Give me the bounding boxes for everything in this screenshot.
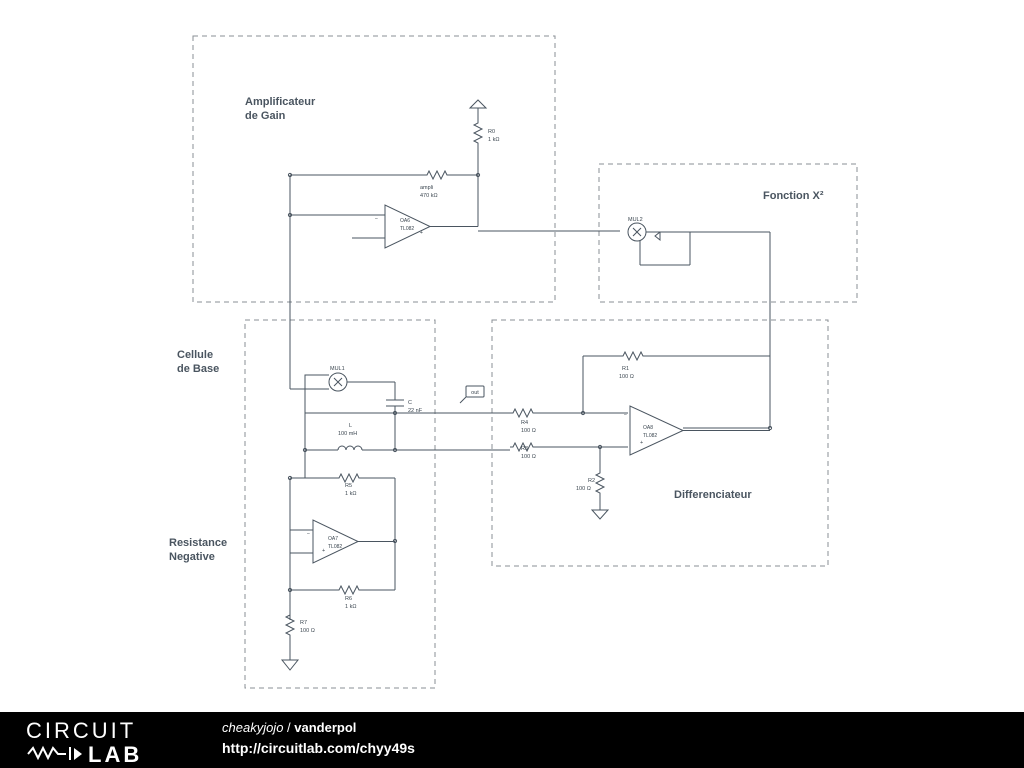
opamp-oa6-value: TL082 — [400, 226, 415, 232]
project-name: vanderpol — [294, 720, 357, 735]
resistor-r1-value: 100 Ω — [619, 374, 634, 380]
resistor-r3-ref: R3 — [521, 446, 529, 452]
opamp-oa6-plus: + — [419, 230, 423, 236]
opamp-oa8-value: TL082 — [643, 433, 658, 439]
resistor-ampli-ref: ampli — [420, 185, 434, 191]
multiplier-mul1-ref: MUL1 — [330, 366, 345, 372]
resistor-r5-value: 1 kΩ — [345, 491, 357, 497]
circuitlab-logo — [26, 718, 191, 767]
resistor-ampli — [290, 171, 478, 200]
amplificateur-label-line2: de Gain — [245, 110, 286, 122]
resistor-r7-value: 100 Ω — [300, 628, 315, 634]
multiplier-mul1 — [322, 373, 395, 391]
opamp-oa6-minus: − — [374, 216, 378, 222]
fonction-x2-label: Fonction X² — [763, 190, 824, 202]
resistor-r2-ref: R2 — [588, 478, 596, 484]
resistor-r7-ref: R7 — [300, 620, 308, 626]
opamp-oa7 — [290, 520, 395, 563]
resistor-r0 — [470, 100, 486, 175]
logo-word-circuit: CIRCUIT — [26, 718, 137, 743]
opamp-oa8-minus: − — [623, 412, 627, 418]
credit-separator: / — [283, 720, 295, 735]
resistor-r4 — [510, 409, 628, 417]
resistor-r0-value: 1 kΩ — [488, 137, 500, 143]
resistor-r1 — [583, 352, 770, 413]
cellule-de-base-label-line1: Cellule — [177, 349, 214, 361]
resistor-r7 — [282, 590, 298, 670]
resistor-r6-ref: R6 — [345, 596, 353, 602]
resistance-negative-label-line1: Resistance — [169, 537, 228, 549]
group-box-amplificateur — [193, 36, 555, 302]
capacitor-c-ref: C — [408, 400, 412, 406]
resistor-r1-ref: R1 — [622, 366, 630, 372]
differenciateur-label: Differenciateur — [674, 489, 752, 501]
capacitor-c — [386, 382, 404, 437]
group-box-differenciateur — [492, 320, 828, 566]
logo-word-lab: LAB — [88, 742, 143, 767]
opamp-oa7-value: TL082 — [328, 544, 343, 550]
opamp-oa7-minus: − — [306, 531, 310, 537]
node-label-out-text: out — [471, 390, 479, 396]
inductor-l-value: 100 mH — [338, 431, 358, 437]
resistor-r4-value: 100 Ω — [521, 428, 536, 434]
opamp-oa6-ref: OA6 — [400, 218, 411, 224]
resistance-negative-label-line2: Negative — [169, 551, 215, 563]
resistor-r2-value: 100 Ω — [576, 486, 591, 492]
opamp-oa7-ref: OA7 — [328, 536, 339, 542]
node-label-out — [460, 386, 484, 403]
resistor-ampli-value: 470 kΩ — [420, 193, 438, 199]
multiplier-mul2 — [628, 223, 770, 265]
resistor-r6-value: 1 kΩ — [345, 604, 357, 610]
opamp-oa8-ref: OA8 — [643, 425, 654, 431]
opamp-oa7-plus: + — [322, 548, 326, 554]
amplificateur-label-line1: Amplificateur — [245, 96, 316, 108]
project-url[interactable]: http://circuitlab.com/chyy49s — [222, 740, 415, 756]
resistor-r4-ref: R4 — [521, 420, 529, 426]
cellule-de-base-label-line2: de Base — [177, 363, 220, 375]
project-credit — [222, 720, 356, 735]
multiplier-mul2-ref: MUL2 — [628, 217, 643, 223]
inductor-l-ref: L — [349, 423, 353, 429]
resistor-r3-value: 100 Ω — [521, 454, 536, 460]
wire-mul1-feedback — [305, 375, 395, 413]
logo-waveform-icon — [26, 744, 86, 760]
footer-bar — [0, 712, 1024, 768]
opamp-oa6 — [290, 200, 478, 248]
capacitor-c-value: 22 nF — [408, 408, 423, 414]
resistor-r0-ref: R0 — [488, 129, 496, 135]
resistor-r5-ref: R5 — [345, 483, 353, 489]
opamp-oa8-plus: + — [640, 440, 644, 446]
author-name: cheakyjojo — [222, 720, 284, 735]
